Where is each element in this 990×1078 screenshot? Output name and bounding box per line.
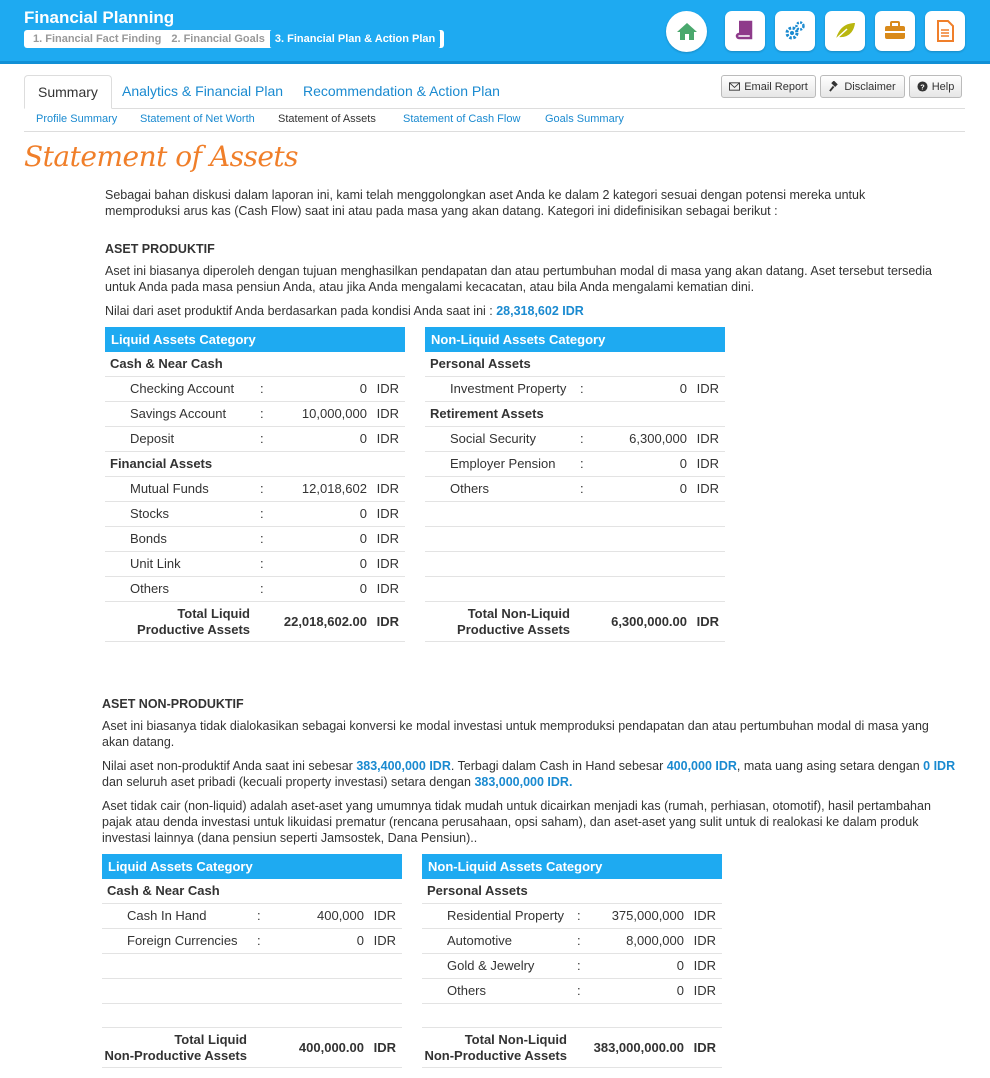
nonproductive-nonliquid-table: [422, 854, 722, 1068]
separator: :: [577, 933, 581, 948]
separator: :: [580, 431, 584, 446]
empty-row: [425, 527, 725, 552]
productive-heading: ASET PRODUKTIF: [105, 242, 215, 256]
separator: :: [260, 481, 264, 496]
nonproductive-heading: ASET NON-PRODUKTIF: [102, 697, 244, 711]
productive-value-text: Nilai dari aset produktif Anda berdasarkan pada kondisi Anda saat ini :: [105, 304, 497, 318]
currency: IDR: [376, 381, 399, 396]
table-row: [105, 502, 405, 527]
table-row: [105, 427, 405, 452]
total-label: Total Liquid Non-Productive Assets: [104, 1032, 247, 1063]
envelope-icon: [729, 81, 740, 92]
asset-value: 10,000,000: [301, 406, 367, 421]
step-financial-goals[interactable]: 2. Financial Goals: [171, 33, 265, 45]
asset-value: 0: [676, 958, 684, 973]
step-fact-finding[interactable]: 1. Financial Fact Finding: [33, 33, 162, 45]
home-button[interactable]: [666, 11, 707, 52]
asset-value: 0: [359, 581, 367, 596]
separator: :: [260, 406, 264, 421]
subnav-cash-flow[interactable]: Statement of Cash Flow: [403, 113, 521, 125]
table-row: [422, 904, 722, 929]
gears-icon: [783, 19, 807, 43]
currency: IDR: [376, 481, 399, 496]
nonproductive-value-paragraph: [102, 758, 964, 790]
separator: :: [260, 381, 264, 396]
disclaimer-label: Disclaimer: [844, 80, 896, 93]
productive-description: Aset ini biasanya diperoleh dengan tujuan menghasilkan pendapatan dan atau pertumbuhan modal di masa yang akan datang. Aset tersebut tersedia untuk Anda pada masa pensiun Anda, atau jika Anda mengalami kecacatan, atau bila Anda mengalami kematian dini.: [105, 264, 932, 294]
sub-navigation: [24, 110, 965, 132]
total-label: Total Non-Liquid Productive Assets: [457, 606, 570, 637]
asset-value: 0: [679, 481, 687, 496]
total-label: Total Non-Liquid Non-Productive Assets: [424, 1032, 567, 1063]
briefcase-icon: [883, 19, 907, 43]
asset-label: Automotive: [447, 933, 513, 948]
total-row: [422, 1028, 722, 1068]
asset-label: Employer Pension: [450, 456, 556, 471]
currency: IDR: [696, 456, 719, 471]
currency: IDR: [693, 958, 716, 973]
nonproductive-liquid-table: [102, 854, 402, 1068]
intro-paragraph: Sebagai bahan diskusi dalam laporan ini, kami telah menggolongkan aset Anda ke dalam 2 kategori sesuai dengan potensi mereka untuk memproduksi arus kas (Cash Flow) saat ini atau pada masa yang akan datang. Kategori ini didefinisikan sebagai berikut :: [105, 188, 866, 218]
nonproductive-description: Aset ini biasanya tidak dialokasikan sebagai konversi ke modal investasi untuk memproduksi pendapatan dan atau pertumbuhan modal di masa yang akan datang.: [102, 719, 929, 749]
asset-label: Bonds: [130, 531, 167, 546]
asset-value: 12,018,602: [301, 481, 367, 496]
total-label: Total Liquid Productive Assets: [137, 606, 250, 637]
asset-value: 0: [359, 506, 367, 521]
asset-value: 375,000,000: [611, 908, 684, 923]
empty-row: [425, 552, 725, 577]
asset-label: Foreign Currencies: [127, 933, 238, 948]
asset-value: 0: [359, 531, 367, 546]
subnav-profile-summary[interactable]: Profile Summary: [36, 113, 118, 125]
currency: IDR: [376, 531, 399, 546]
currency: IDR: [693, 908, 716, 923]
np-foreign-value: 0 IDR: [923, 759, 956, 773]
table-header: Liquid Assets Category: [105, 327, 405, 352]
separator: :: [580, 381, 584, 396]
asset-label: Unit Link: [130, 556, 181, 571]
np-total-value: 383,400,000 IDR: [356, 759, 451, 773]
table-row: [105, 477, 405, 502]
total-row: [105, 602, 405, 642]
email-report-button[interactable]: [721, 75, 816, 98]
asset-label: Deposit: [130, 431, 175, 446]
asset-label: Gold & Jewelry: [447, 958, 535, 973]
separator: :: [577, 983, 581, 998]
table-row: [102, 929, 402, 954]
disclaimer-button[interactable]: [820, 75, 905, 98]
leaf-icon: [833, 19, 857, 43]
asset-value: 0: [679, 381, 687, 396]
group-heading: Personal Assets: [425, 352, 725, 377]
total-value: 400,000.00: [298, 1040, 364, 1055]
table-row: [105, 377, 405, 402]
email-report-label: Email Report: [744, 80, 808, 93]
productive-value-line: [105, 303, 935, 319]
asset-value: 8,000,000: [626, 933, 684, 948]
help-button[interactable]: [909, 75, 962, 98]
currency: IDR: [376, 581, 399, 596]
separator: :: [260, 531, 264, 546]
asset-value: 0: [679, 456, 687, 471]
total-value: 6,300,000.00: [611, 614, 687, 629]
np-text-d: dan seluruh aset pribadi (kecuali property investasi) setara dengan: [102, 775, 475, 789]
currency: IDR: [376, 614, 399, 629]
currency: IDR: [376, 406, 399, 421]
table-row: [422, 929, 722, 954]
currency: IDR: [696, 381, 719, 396]
currency: IDR: [376, 556, 399, 571]
table-row: [105, 402, 405, 427]
separator: :: [260, 556, 264, 571]
table-row: [422, 954, 722, 979]
table-row: [425, 377, 725, 402]
asset-label: Cash In Hand: [127, 908, 207, 923]
group-heading: Retirement Assets: [425, 402, 725, 427]
asset-value: 6,300,000: [629, 431, 687, 446]
asset-label: Checking Account: [130, 381, 235, 396]
empty-row: [425, 577, 725, 602]
productive-nonliquid-table: [425, 327, 725, 642]
total-row: [425, 602, 725, 642]
table-header: Liquid Assets Category: [102, 854, 402, 879]
currency: IDR: [696, 431, 719, 446]
table-row: [102, 904, 402, 929]
table-row: [425, 452, 725, 477]
currency: IDR: [693, 1040, 716, 1055]
briefcase-button[interactable]: [875, 11, 915, 51]
asset-label: Others: [450, 481, 490, 496]
asset-label: Savings Account: [130, 406, 227, 421]
asset-label: Residential Property: [447, 908, 565, 923]
currency: IDR: [376, 506, 399, 521]
asset-label: Others: [130, 581, 170, 596]
top-header: [0, 0, 990, 64]
separator: :: [580, 481, 584, 496]
empty-row: [102, 979, 402, 1004]
table-header: Non-Liquid Assets Category: [422, 854, 722, 879]
asset-value: 0: [359, 381, 367, 396]
table-header: Non-Liquid Assets Category: [425, 327, 725, 352]
settings-button[interactable]: [775, 11, 815, 51]
total-value: 22,018,602.00: [283, 614, 367, 629]
subnav-statement-of-assets[interactable]: Statement of Assets: [278, 113, 376, 125]
progress-steps: [24, 30, 444, 48]
asset-value: 0: [356, 933, 364, 948]
asset-label: Mutual Funds: [130, 481, 209, 496]
asset-label: Stocks: [130, 506, 170, 521]
currency: IDR: [373, 1040, 396, 1055]
separator: :: [260, 506, 264, 521]
separator: :: [260, 431, 264, 446]
currency: IDR: [376, 431, 399, 446]
table-row: [425, 427, 725, 452]
nonliquid-explanation: Aset tidak cair (non-liquid) adalah aset-aset yang umumnya tidak mudah untuk dicairkan menjadi kas (rumah, perhiasan, otomotif), hasil pertambahan pajak atau denda investasi untuk likuidasi prematur (rencana perusahaan, opsi saham), dan aset-aset yang sulit untuk di realokasi ke dalam produk investasi lainnya (dana pensiun seperti Jamsostek, Dana Pensiun)..: [102, 799, 931, 845]
report-button[interactable]: [925, 11, 965, 51]
book-icon: [733, 19, 757, 43]
table-row: [105, 552, 405, 577]
help-label: Help: [931, 80, 955, 93]
currency: IDR: [696, 614, 719, 629]
total-value: 383,000,000.00: [593, 1040, 684, 1055]
asset-value: 0: [359, 556, 367, 571]
subnav-goals-summary[interactable]: Goals Summary: [545, 113, 624, 125]
currency: IDR: [693, 983, 716, 998]
home-icon: [675, 20, 699, 44]
group-heading: Financial Assets: [105, 452, 405, 477]
group-heading: Cash & Near Cash: [102, 879, 402, 904]
asset-label: Others: [447, 983, 487, 998]
separator: :: [260, 581, 264, 596]
asset-value: 0: [359, 431, 367, 446]
table-row: [105, 577, 405, 602]
np-text-c: , mata uang asing setara dengan: [736, 759, 924, 773]
tab-summary[interactable]: Summary: [24, 75, 112, 109]
np-text-b: . Terbagi dalam Cash in Hand sebesar: [450, 759, 667, 773]
page-title: Statement of Assets: [24, 140, 299, 173]
asset-label: Social Security: [450, 431, 536, 446]
app-title: Financial Planning: [24, 8, 175, 27]
np-cash-value: 400,000 IDR: [666, 759, 737, 773]
asset-value: 400,000: [317, 908, 364, 923]
svg-text:?: ?: [919, 82, 925, 92]
document-icon: [933, 19, 957, 43]
currency: IDR: [373, 933, 396, 948]
currency: IDR: [693, 933, 716, 948]
group-heading: Cash & Near Cash: [105, 352, 405, 377]
separator: :: [257, 908, 261, 923]
separator: :: [257, 933, 261, 948]
tab-recommendation[interactable]: Recommendation & Action Plan: [303, 83, 500, 99]
gavel-icon: [829, 81, 840, 92]
np-text-a: Nilai aset non-produktif Anda saat ini sebesar: [102, 759, 357, 773]
subnav-net-worth[interactable]: Statement of Net Worth: [140, 113, 255, 125]
productive-liquid-table: [105, 327, 405, 642]
leaf-button[interactable]: [825, 11, 865, 51]
np-personal-value: 383,000,000 IDR.: [474, 775, 573, 789]
separator: :: [580, 456, 584, 471]
asset-label: Investment Property: [450, 381, 567, 396]
table-row: [422, 979, 722, 1004]
currency: IDR: [373, 908, 396, 923]
asset-value: 0: [676, 983, 684, 998]
total-row: [102, 1028, 402, 1068]
empty-row: [425, 502, 725, 527]
question-icon: [917, 81, 928, 92]
empty-row: [102, 954, 402, 979]
separator: :: [577, 958, 581, 973]
separator: :: [577, 908, 581, 923]
table-row: [105, 527, 405, 552]
table-row: [425, 477, 725, 502]
book-button[interactable]: [725, 11, 765, 51]
step-plan-action[interactable]: 3. Financial Plan & Action Plan: [270, 30, 440, 48]
group-heading: Personal Assets: [422, 879, 722, 904]
currency: IDR: [696, 481, 719, 496]
tab-analytics[interactable]: Analytics & Financial Plan: [122, 83, 284, 99]
productive-value: 28,318,602 IDR: [496, 304, 584, 318]
